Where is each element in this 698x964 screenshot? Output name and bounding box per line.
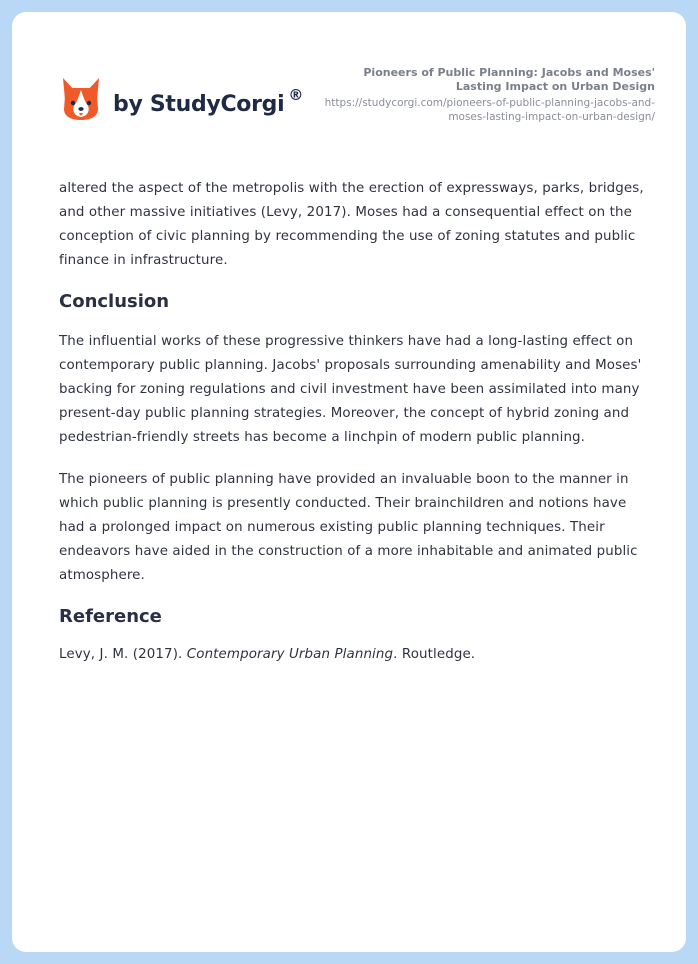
reference-heading: Reference [59,606,162,627]
document-page [12,12,686,952]
reference-title: Contemporary Urban Planning [186,647,394,662]
conclusion-paragraph-2: The pioneers of public planning have provided an invaluable boon to the manner in which public planning is presently conducted. Their brainchildren and notions have had a prolonged impact on numerous existing public planning techniques. Their endeavors have aided in the construction of a more inhabitable and animated public atmosphere. [59,472,638,583]
conclusion-heading: Conclusion [59,291,170,312]
studycorgi-logo[interactable] [60,76,303,122]
brand-name: by StudyCorgi ® [113,85,304,117]
reference-entry [59,643,655,667]
corgi-logo-icon [60,76,102,122]
document-body [59,177,655,667]
document-meta [315,66,655,124]
document-url[interactable]: https://studycorgi.com/pioneers-of-public-planning-jacobs-and-moses-lasting-impact-on-urban-design/ [324,97,655,123]
document-title: Pioneers of Public Planning: Jacobs and Moses' Lasting Impact on Urban Design [363,66,655,93]
registered-mark: ® [288,85,304,104]
reference-authors: Levy, J. M. (2017). [59,647,187,662]
reference-publisher: . Routledge. [393,647,476,662]
intro-paragraph: altered the aspect of the metropolis with the erection of expressways, parks, bridges, and other massive initiatives (Levy, 2017). Moses had a consequential effect on the conception of civic planning by recommending the use of zoning statutes and public finance in infrastructure. [59,181,644,268]
conclusion-paragraph-1: The influential works of these progressive thinkers have had a long-lasting effect on contemporary public planning. Jacobs' proposals surrounding amenability and Moses' backing for zoning regulations and civil investment have been assimilated into many present-day public planning strategies. Moreover, the concept of hybrid zoning and pedestrian-friendly streets has become a linchpin of modern public planning. [59,334,642,445]
